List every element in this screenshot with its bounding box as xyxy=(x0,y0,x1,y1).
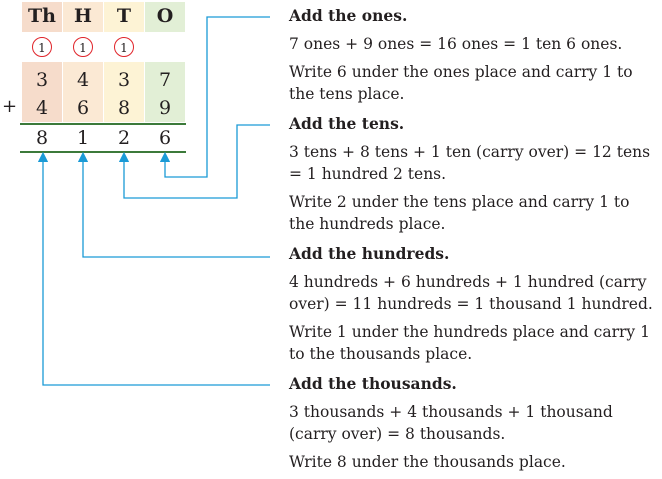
step-ones-line: Write 6 under the ones place and carry 1 to the tens place. xyxy=(289,63,633,103)
step-tens xyxy=(289,114,657,241)
plus-sign: + xyxy=(2,96,18,117)
sum-thousands: 8 xyxy=(35,127,49,149)
addend2-hundreds: 6 xyxy=(76,97,90,119)
step-hundreds xyxy=(289,244,657,371)
step-tens-heading: Add the tens. xyxy=(289,114,405,133)
carry-hundreds: 1 xyxy=(73,37,93,57)
step-hundreds-line: 4 hundreds + 6 hundreds + 1 hundred (carry over) = 11 hundreds = 1 thousand 1 hundred. xyxy=(289,273,653,313)
header-thousands: Th xyxy=(28,5,56,27)
arrow-ones xyxy=(165,17,270,177)
arrow-tens xyxy=(124,125,270,198)
step-thousands-line: Write 8 under the thousands place. xyxy=(289,453,566,471)
sum-ones: 6 xyxy=(158,127,172,149)
header-tens: T xyxy=(116,5,132,27)
carry-thousands: 1 xyxy=(32,37,52,57)
addend2-tens: 8 xyxy=(117,97,131,119)
arrow-thousands xyxy=(43,157,270,385)
step-tens-line: 3 tens + 8 tens + 1 ten (carry over) = 12 tens = 1 hundred 2 tens. xyxy=(289,143,651,183)
addend1-ones: 7 xyxy=(158,69,172,91)
addend1-thousands: 3 xyxy=(35,69,49,91)
sum-tens: 2 xyxy=(117,127,131,149)
step-ones xyxy=(289,6,657,111)
addend2-thousands: 4 xyxy=(35,97,49,119)
carry-tens: 1 xyxy=(114,37,134,57)
step-hundreds-heading: Add the hundreds. xyxy=(289,244,450,263)
addend2-ones: 9 xyxy=(158,97,172,119)
step-thousands-line: 3 thousands + 4 thousands + 1 thousand (carry over) = 8 thousands. xyxy=(289,403,613,443)
sum-hundreds: 1 xyxy=(76,127,90,149)
addend1-tens: 3 xyxy=(117,69,131,91)
step-ones-heading: Add the ones. xyxy=(289,6,408,25)
step-tens-line: Write 2 under the tens place and carry 1 to the hundreds place. xyxy=(289,193,630,233)
header-ones: O xyxy=(156,5,174,27)
header-hundreds: H xyxy=(74,5,92,27)
step-thousands xyxy=(289,374,657,479)
step-thousands-heading: Add the thousands. xyxy=(289,374,457,393)
addend1-hundreds: 4 xyxy=(76,69,90,91)
arrow-hundreds xyxy=(83,157,270,257)
step-hundreds-line: Write 1 under the hundreds place and carry 1 to the thousands place. xyxy=(289,323,650,363)
step-ones-line: 7 ones + 9 ones = 16 ones = 1 ten 6 ones. xyxy=(289,35,623,53)
